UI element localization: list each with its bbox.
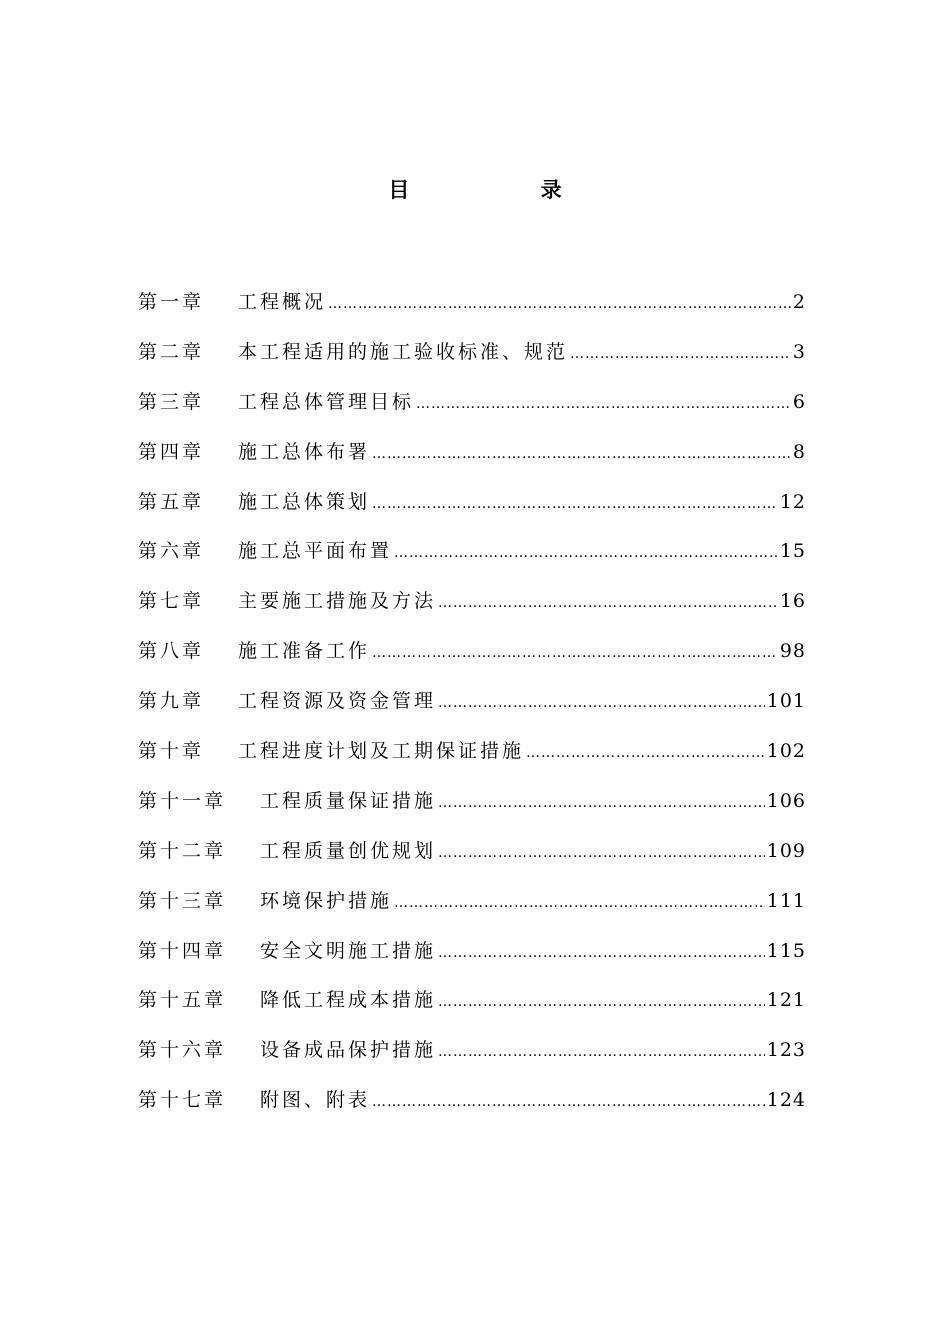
chapter-title: 工程质量创优规划 [260,839,437,862]
page-number: 3 [792,340,806,363]
page-number: 123 [766,1039,806,1062]
dot-leader [328,286,791,322]
dot-leader [526,735,765,771]
page-number: 121 [766,989,806,1012]
toc-entry[interactable] [138,384,806,434]
toc-entry[interactable] [138,334,806,384]
dot-leader [394,885,765,921]
chapter-number: 第十三章 [138,889,227,912]
chapter-title: 工程进度计划及工期保证措施 [238,740,525,763]
page-number: 101 [766,690,806,713]
toc-entry[interactable] [138,883,806,933]
page-number: 115 [766,939,806,962]
chapter-number: 第二章 [138,340,205,363]
toc-entry[interactable] [138,583,806,633]
page-number: 8 [792,440,806,463]
chapter-number: 第十二章 [138,839,227,862]
chapter-number: 第六章 [138,540,205,563]
chapter-number: 第十七章 [138,1089,227,1112]
chapter-title: 降低工程成本措施 [260,989,437,1012]
chapter-title: 工程资源及资金管理 [238,690,437,713]
chapter-number: 第十一章 [138,789,227,812]
page-number: 106 [766,789,806,812]
dot-leader [438,585,778,621]
toc-entry[interactable] [138,533,806,583]
chapter-number: 第三章 [138,390,205,413]
toc-entry[interactable] [138,833,806,883]
chapter-title: 工程总体管理目标 [238,390,415,413]
chapter-number: 第十四章 [138,939,227,962]
dot-leader [372,635,778,671]
toc-entry[interactable] [138,484,806,534]
dot-leader [438,685,765,721]
chapter-title: 附图、附表 [260,1089,371,1112]
chapter-number: 第八章 [138,640,205,663]
page-number: 2 [792,291,806,313]
chapter-title: 主要施工措施及方法 [238,590,437,613]
dot-leader [416,386,791,422]
chapter-title: 施工总体布署 [238,440,371,463]
chapter-title: 施工准备工作 [238,640,371,663]
chapter-number: 第五章 [138,490,205,513]
page-number: 109 [766,839,806,862]
table-of-contents [138,284,806,1132]
chapter-title: 工程概况 [238,291,327,313]
chapter-title: 施工总平面布置 [238,540,393,563]
toc-entry[interactable] [138,284,806,334]
chapter-title: 本工程适用的施工验收标准、规范 [238,340,569,363]
page-number: 124 [766,1089,806,1112]
page-number: 6 [792,390,806,413]
page-title: 目 录 [388,177,624,202]
dot-leader [570,336,791,372]
chapter-number: 第四章 [138,440,205,463]
page-number: 102 [766,740,806,763]
chapter-title: 安全文明施工措施 [260,939,437,962]
chapter-number: 第九章 [138,690,205,713]
dot-leader [372,1084,765,1120]
page-number: 12 [779,490,806,513]
toc-entry[interactable] [138,783,806,833]
page-number: 111 [766,889,806,912]
toc-entry[interactable] [138,633,806,683]
chapter-number: 第十章 [138,740,205,763]
chapter-title: 环境保护措施 [260,889,393,912]
toc-entry[interactable] [138,982,806,1032]
toc-entry[interactable] [138,434,806,484]
page-number: 16 [779,590,806,613]
chapter-title: 设备成品保护措施 [260,1039,437,1062]
dot-leader [372,486,778,522]
dot-leader [438,984,765,1020]
dot-leader [394,535,778,571]
chapter-title: 工程质量保证措施 [260,789,437,812]
toc-entry[interactable] [138,733,806,783]
dot-leader [438,835,765,871]
toc-entry[interactable] [138,683,806,733]
toc-entry[interactable] [138,933,806,983]
toc-entry[interactable] [138,1032,806,1082]
toc-entry[interactable] [138,1082,806,1132]
dot-leader [372,436,791,472]
chapter-number: 第十六章 [138,1039,227,1062]
chapter-number: 第一章 [138,291,205,313]
dot-leader [438,935,765,971]
page-number: 15 [779,540,806,563]
chapter-title: 施工总体策划 [238,490,371,513]
page-number: 98 [779,640,806,663]
dot-leader [438,785,765,821]
chapter-number: 第七章 [138,590,205,613]
dot-leader [438,1034,765,1070]
chapter-number: 第十五章 [138,989,227,1012]
